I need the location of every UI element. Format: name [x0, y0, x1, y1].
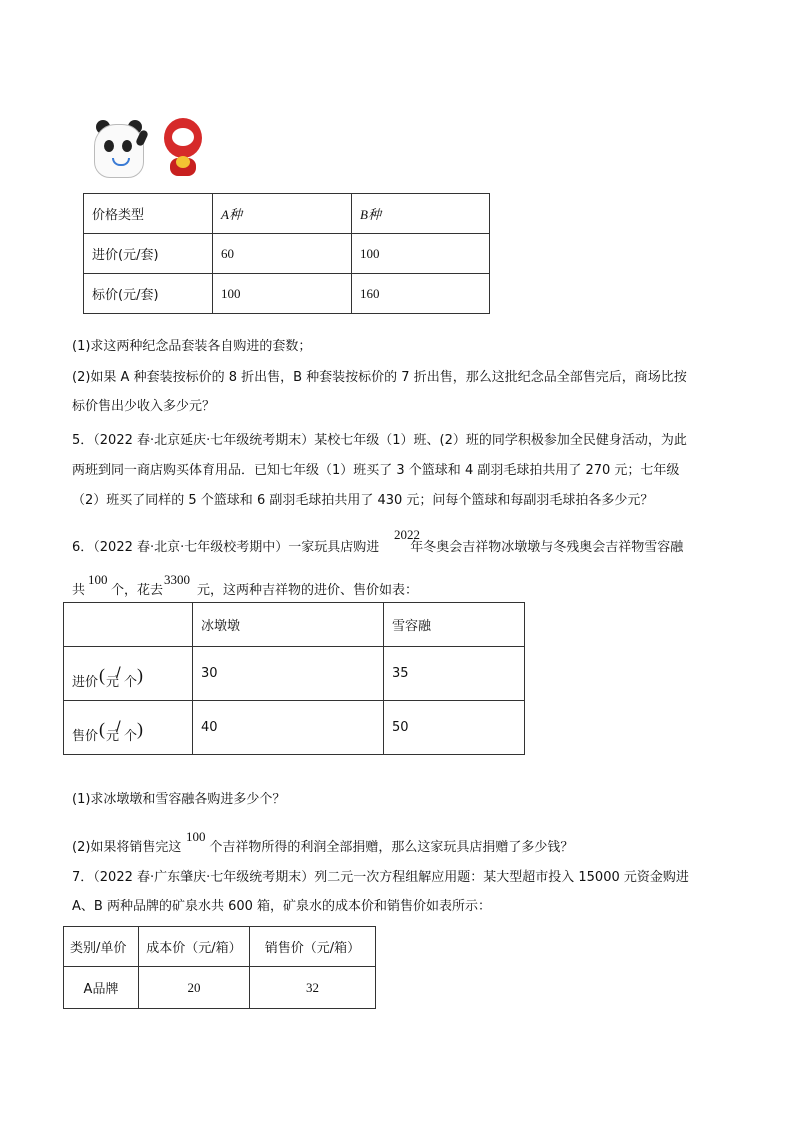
row-label: 售价 — [72, 728, 99, 744]
table-cell: A品牌 — [64, 967, 139, 1009]
water-price-table — [63, 926, 376, 1009]
table-cell: 雪容融 — [384, 603, 525, 647]
price-table-ab — [83, 193, 490, 314]
unit-den: 个 — [124, 674, 138, 690]
table-cell: A种 — [213, 194, 352, 234]
year-number: 2022 — [394, 527, 420, 542]
table-cell: B种 — [352, 194, 490, 234]
question-text — [72, 538, 683, 558]
table-cell: 40 — [193, 701, 384, 755]
text-segment: 年冬奥会吉祥物冰墩墩与冬残奥会吉祥物雪容融 — [410, 540, 684, 555]
row-label: 进价 — [72, 674, 99, 690]
table-cell: 100 — [352, 234, 490, 274]
mascot-price-table — [63, 602, 525, 755]
table-cell: 100 — [213, 274, 352, 314]
table-cell — [64, 603, 193, 647]
text-segment: 个吉祥物所得的利润全部捐赠，那么这家玩具店捐赠了多少钱？ — [209, 840, 574, 855]
table-cell: 30 — [193, 647, 384, 701]
text-segment: 个，花去 — [111, 583, 164, 598]
cost-number: 3300 — [164, 572, 190, 587]
panda-mascot-icon — [90, 118, 150, 180]
question-text: 5．（2022 春·北京延庆·七年级统考期末）某校七年级（1）班、(2）班的同学积极参加全民健身活动，为此 — [72, 433, 687, 448]
table-cell: 类别/单价 — [64, 927, 139, 967]
question-text: （2）班买了同样的 5 个篮球和 6 副羽毛球拍共用了 430 元；问每个篮球和每副羽毛球拍各多少元？ — [72, 493, 654, 508]
table-cell: 160 — [352, 274, 490, 314]
question-text — [72, 838, 573, 858]
question-text: (2)如果 A 种套装按标价的 8 折出售，B 种套装按标价的 7 折出售，那么这批纪念品全部售完后，商场比按 — [72, 370, 687, 385]
text-segment: 共 — [72, 583, 86, 598]
table-cell: 售价 ( 元 / 个 ) — [64, 701, 193, 755]
table-cell: 32 — [250, 967, 376, 1009]
unit-den: 个 — [124, 728, 138, 744]
table-cell: 进价(元/套) — [84, 234, 213, 274]
table-cell: 成本价（元/箱） — [139, 927, 250, 967]
table-cell: 标价(元/套) — [84, 274, 213, 314]
question-text — [72, 581, 418, 601]
question-text: 7．（2022 春·广东肇庆·七年级统考期末）列二元一次方程组解应用题：某大型超市投入 15000 元资金购进 — [72, 870, 689, 885]
count-number: 100 — [88, 572, 108, 587]
text-segment: 元，这两种吉祥物的进价、售价如表： — [197, 583, 419, 598]
text-segment: (2)如果将销售完这 — [72, 840, 182, 855]
unit-num: 元 — [106, 674, 120, 690]
table-cell: 60 — [213, 234, 352, 274]
table-cell: 35 — [384, 647, 525, 701]
table-cell: 进价 ( 元 / 个 ) — [64, 647, 193, 701]
table-cell: 冰墩墩 — [193, 603, 384, 647]
question-text: 标价售出少收入多少元？ — [72, 399, 216, 414]
table-cell: 20 — [139, 967, 250, 1009]
table-cell: 价格类型 — [84, 194, 213, 234]
question-text: 两班到同一商店购买体育用品．已知七年级（1）班买了 3 个篮球和 4 副羽毛球拍共用了 270 元；七年级 — [72, 463, 680, 478]
question-text: A、B 两种品牌的矿泉水共 600 箱，矿泉水的成本价和销售价如表所示： — [72, 899, 492, 914]
text-segment: 6．（2022 春·北京·七年级校考期中）一家玩具店购进 — [72, 540, 380, 555]
count-number: 100 — [186, 829, 206, 844]
lantern-mascot-icon — [158, 118, 210, 180]
table-cell: 销售价（元/箱） — [250, 927, 376, 967]
unit-num: 元 — [106, 728, 120, 744]
question-text: (1)求这两种纪念品套装各自购进的套数； — [72, 339, 312, 354]
question-text: (1)求冰墩墩和雪容融各购进多少个？ — [72, 792, 286, 807]
table-cell: 50 — [384, 701, 525, 755]
